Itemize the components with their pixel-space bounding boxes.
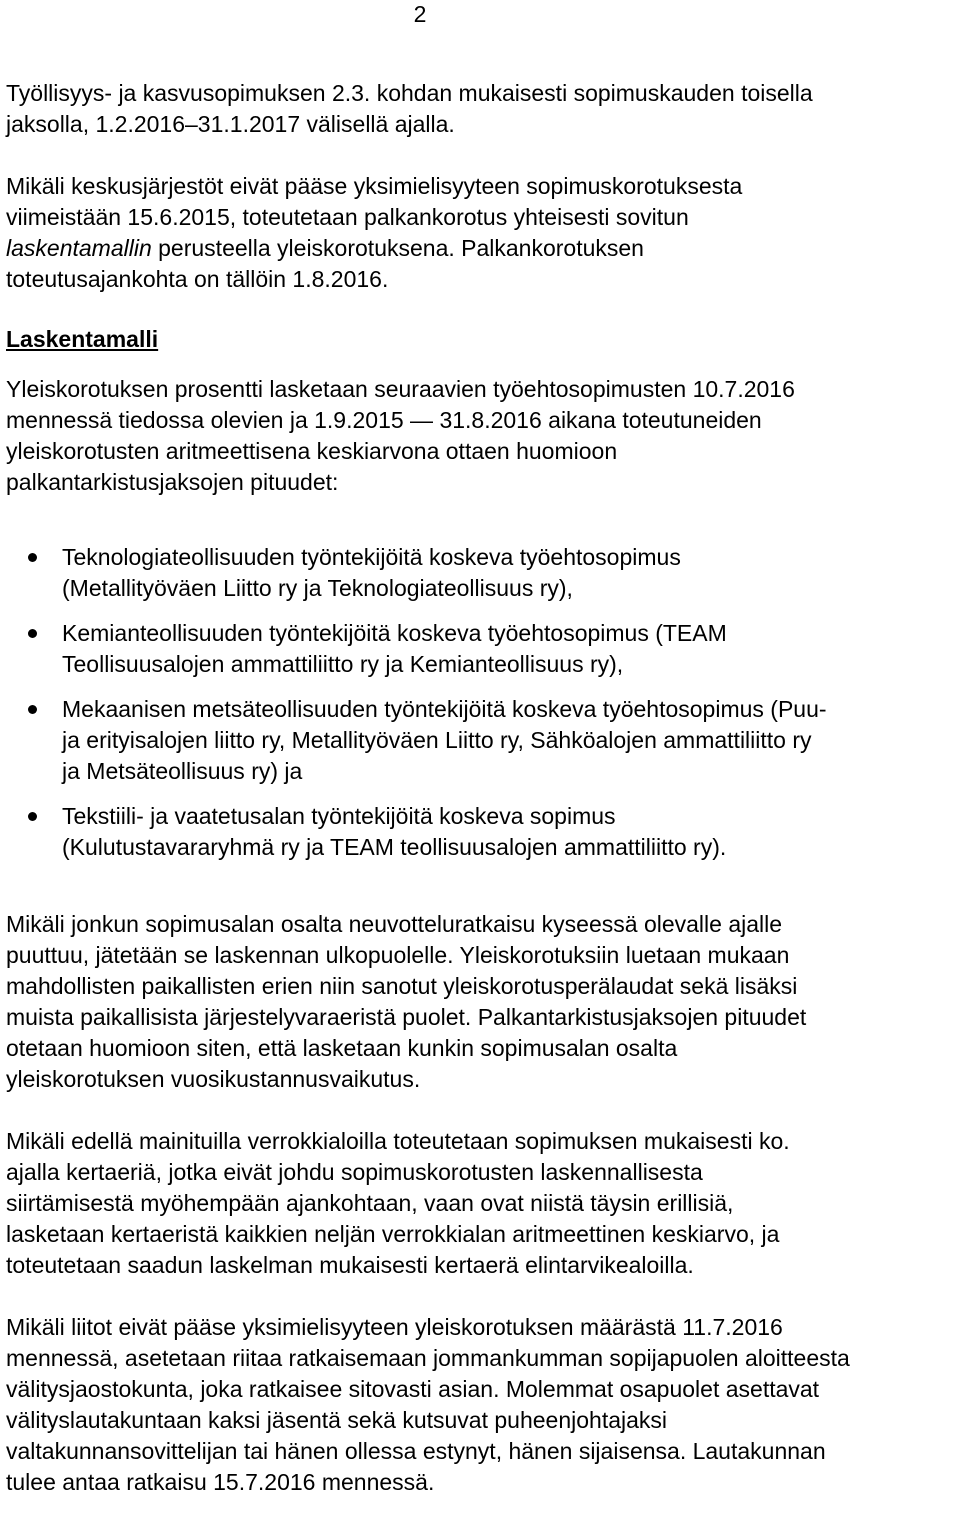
page-number: 2: [413, 1, 427, 27]
agreement-list: [6, 542, 956, 863]
lump-sum-paragraph: Mikäli edellä mainituilla verrokkialoilla toteutetaan sopimuksen mukaisesti ko. ajalla kertaeriä, jotka eivät johdu sopimuskorotusten laskennallisesta siirtämisestä myöhempään ajankohtaan, vaan ovat niistä täysin erillisiä, lasketaan kertaeristä kaikkien neljän verrokkialan aritmeettinen keskiarvo, ja toteutetaan saadun laskelman mukaisesti kertaerä elintarvikealoilla.: [6, 1128, 790, 1278]
bullet-icon: [28, 812, 37, 821]
list-item-text: Teknologiateollisuuden työntekijöitä koskeva työehtosopimus (Metallityöväen Liitto ry ja Teknologiateollisuus ry),: [62, 544, 681, 601]
document-body: [6, 78, 956, 1498]
fallback-emphasis: laskentamallin: [6, 235, 152, 261]
fallback-paragraph: [6, 171, 956, 295]
section-heading: Laskentamalli: [6, 326, 159, 352]
missing-settlement-paragraph: Mikäli jonkun sopimusalan osalta neuvotteluratkaisu kyseessä olevalle ajalle puuttuu, jätetään se laskennan ulkopuolelle. Yleiskorotuksiin luetaan mukaan mahdollisten paikallisten erien niin sanotut yleiskorotusperälaudat sekä lisäksi muista paikallisista järjestelyvaraeristä puolet. Palkantarkistusjaksojen pituudet otetaan huomioon siten, että lasketaan kunkin sopimusalan osalta yleiskorotuksen vuosikustannusvaikutus.: [6, 911, 807, 1092]
list-item: [6, 694, 956, 787]
fallback-text-start: Mikäli keskusjärjestöt eivät pääse yksimielisyyteen sopimuskorotuksesta viimeistään 15.6.2015, toteutetaan palkankorotus yhteisesti sovitun: [6, 173, 743, 230]
bullet-icon: [28, 629, 37, 638]
calculation-paragraph: Yleiskorotuksen prosentti lasketaan seuraavien työehtosopimusten 10.7.2016 mennessä tiedossa olevien ja 1.9.2015 — 31.8.2016 aikana toteutuneiden yleiskorotusten aritmeettisena keskiarvona ottaen huomioon palkantarkistusjaksojen pituudet:: [6, 376, 795, 495]
list-item-text: Mekaanisen metsäteollisuuden työntekijöitä koskeva työehtosopimus (Puu- ja erityisalojen liitto ry, Metallityöväen Liitto ry, Sähköalojen ammattiliitto ry ja Metsäteollisuus ry) ja: [62, 696, 827, 784]
list-item-text: Tekstiili- ja vaatetusalan työntekijöitä koskeva sopimus (Kulutustavararyhmä ry ja TEAM teollisuusalojen ammattiliitto ry).: [62, 803, 727, 860]
bullet-icon: [28, 553, 37, 562]
arbitration-paragraph: Mikäli liitot eivät pääse yksimielisyyteen yleiskorotuksen määrästä 11.7.2016 mennessä, asetetaan riitaa ratkaisemaan jommankumman sopijapuolen aloitteesta välitysjaostokunta, joka ratkaisee sitovasti asian. Molemmat osapuolet asettavat välityslautakuntaan kaksi jäsentä sekä kutsuvat puheenjohtajaksi valtakunnansovittelijan tai hänen ollessa estynyt, hänen sijaisensa. Lautakunnan tulee antaa ratkaisu 15.7.2016 mennessä.: [6, 1314, 850, 1495]
list-item: [6, 801, 956, 863]
list-item: [6, 618, 956, 680]
list-item: [6, 542, 956, 604]
bullet-icon: [28, 705, 37, 714]
intro-paragraph: Työllisyys- ja kasvusopimuksen 2.3. kohdan mukaisesti sopimuskauden toisella jaksolla, 1.2.2016–31.1.2017 välisellä ajalla.: [6, 80, 813, 137]
list-item-text: Kemianteollisuuden työntekijöitä koskeva työehtosopimus (TEAM Teollisuusalojen ammattiliitto ry ja Kemianteollisuus ry),: [62, 620, 727, 677]
fallback-text-end: perusteella yleiskorotuksena. Palkankorotuksen toteutusajankohta on tällöin 1.8.2016.: [6, 235, 644, 292]
